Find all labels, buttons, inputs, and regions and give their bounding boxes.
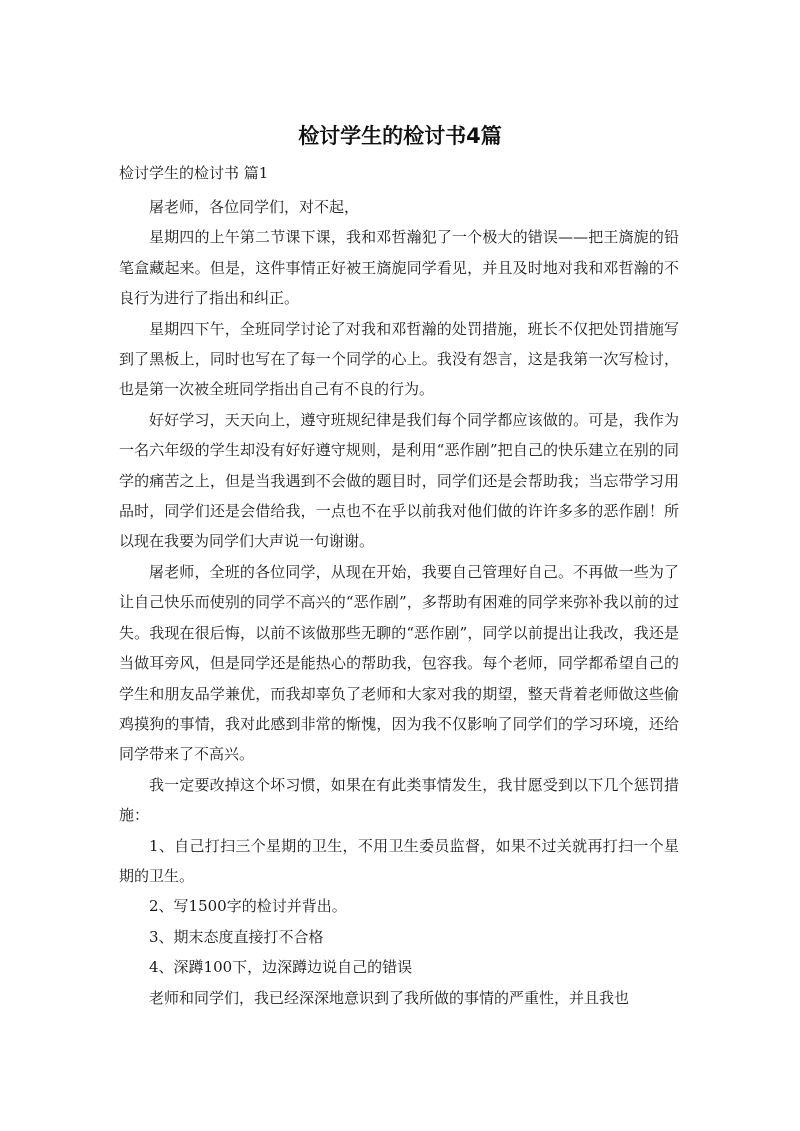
section-heading: 检讨学生的检讨书 篇1 [119, 164, 269, 182]
paragraph-reflection: 好好学习，天天向上，遵守班规纪律是我们每个同学都应该做的。可是，我作为一名六年级的学生却没有好好遵守规则，是利用“恶作剧”把自己的快乐建立在别的同学的痛苦之上，但是当我遇到不会做的题目时，同学们还是会帮助我；当忘带学习用品时，同学们还是会借给我，一点也不在乎以前我对他们做的许许多多的恶作剧！所以现在我要为同学们大声说一句谢谢。 [119, 410, 679, 551]
paragraph-commitment: 我一定要改掉这个坏习惯，如果在有此类事情发生，我甘愿受到以下几个惩罚措施： [119, 775, 679, 825]
document-title: 检讨学生的检讨书4篇 [298, 124, 502, 148]
list-item-penalty-2: 2、写1500字的检讨并背出。 [149, 897, 347, 916]
list-item-penalty-3: 3、期末态度直接打不合格 [149, 927, 324, 946]
list-item-penalty-1: 1、自己打扫三个星期的卫生，不用卫生委员监督，如果不过关就再打扫一个星期的卫生。 [119, 836, 679, 885]
paragraph-greeting: 屠老师，各位同学们，对不起， [149, 198, 360, 216]
paragraph-incident: 星期四的上午第二节课下课，我和邓哲瀚犯了一个极大的错误——把王旖旎的铅笔盒藏起来。但是，这件事情正好被王旖旎同学看见，并且及时地对我和邓哲瀚的不良行为进行了指出和纠正。 [119, 228, 679, 308]
list-item-penalty-4: 4、深蹲100下，边深蹲边说自己的错误 [149, 958, 413, 977]
document-body [119, 192, 679, 1013]
paragraph-apology: 屠老师，全班的各位同学，从现在开始，我要自己管理好自己。不再做一些为了让自己快乐而使别的同学不高兴的“恶作剧”，多帮助有困难的同学来弥补我以前的过失。我现在很后悔，以前不该做那些无聊的“恶作剧”，同学以前提出让我改，我还是当做耳旁风，但是同学还是能热心的帮助我，包容我。每个老师，同学都希望自己的学生和朋友品学兼优，而我却辜负了老师和大家对我的期望，整天背着老师做这些偷鸡摸狗的事情，我对此感到非常的惭愧，因为我不仅影响了同学们的学习环境，还给同学带来了不高兴。 [119, 562, 679, 764]
paragraph-punishment-discussion: 星期四下午，全班同学讨论了对我和邓哲瀚的处罚措施，班长不仅把处罚措施写到了黑板上，同时也写在了每一个同学的心上。我没有怨言，这是我第一次写检讨，也是第一次被全班同学指出自己有不良的行为。 [119, 319, 679, 399]
paragraph-closing: 老师和同学们，我已经深深地意识到了我所做的事情的严重性，并且我也 [149, 988, 630, 1007]
